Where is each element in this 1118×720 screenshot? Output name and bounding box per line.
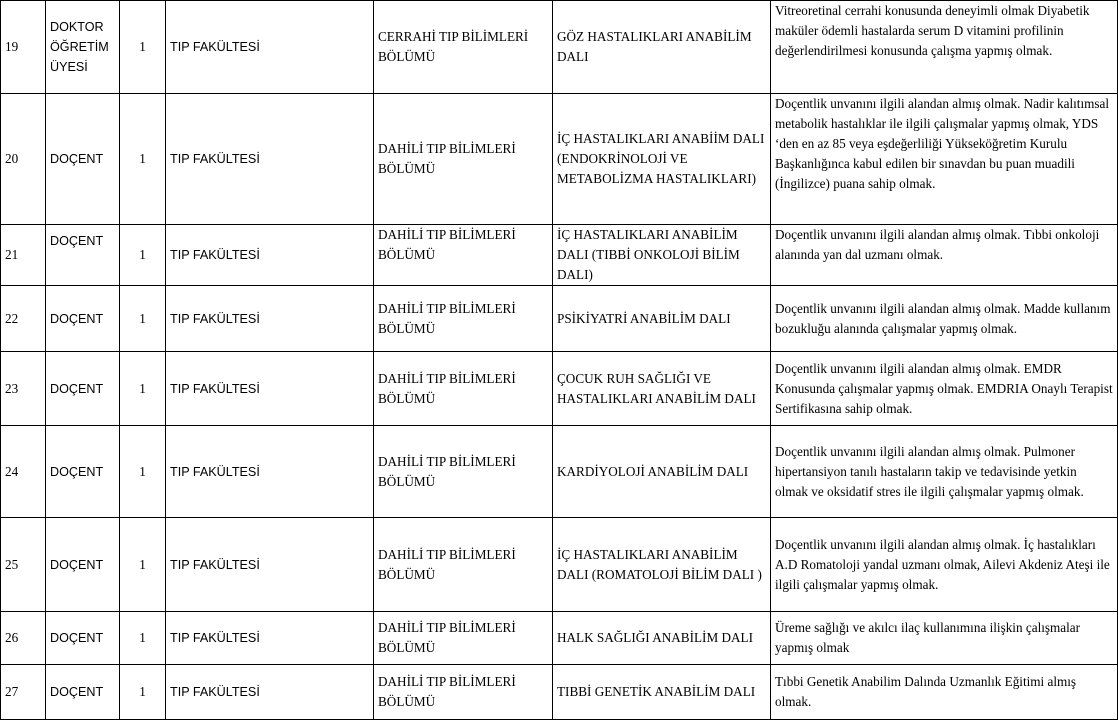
title-cell: DOÇENT: [46, 665, 120, 720]
division-cell: KARDİYOLOJİ ANABİLİM DALI: [553, 426, 771, 518]
department-cell: DAHİLİ TIP BİLİMLERİ BÖLÜMÜ: [374, 426, 553, 518]
faculty-cell: TIP FAKÜLTESİ: [166, 665, 374, 720]
title-cell: DOÇENT: [46, 612, 120, 665]
count-cell: 1: [120, 225, 166, 286]
count-cell: 1: [120, 612, 166, 665]
requirements-cell: Tıbbi Genetik Anabilim Dalında Uzmanlık Eğitimi almış olmak.: [771, 665, 1118, 720]
title-cell: DOÇENT: [46, 94, 120, 225]
division-cell: HALK SAĞLIĞI ANABİLİM DALI: [553, 612, 771, 665]
table-row: [1, 518, 1118, 612]
requirements-cell: Doçentlik unvanını ilgili alandan almış olmak. Nadir kalıtımsal metabolik hastalıklar ile ilgili çalışmalar yapmış olmak, YDS ‘den en az 85 veya eşdeğerliliği Yükseköğretim Kurulu Başkanlığınca kabul edilen bir sınavdan bu puan muadili (İngilizce) puana sahip olmak.: [771, 94, 1118, 225]
table-row: [1, 286, 1118, 352]
table-row: [1, 352, 1118, 426]
count-cell: 1: [120, 665, 166, 720]
table-row: [1, 612, 1118, 665]
requirements-cell: Doçentlik unvanını ilgili alandan almış olmak. Madde kullanım bozukluğu alanında çalışmalar yapmış olmak.: [771, 286, 1118, 352]
requirements-cell: Doçentlik unvanını ilgili alandan almış olmak. İç hastalıkları A.D Romatoloji yandal uzmanı olmak, Ailevi Akdeniz Ateşi ile ilgili çalışmalar yapmış olmak.: [771, 518, 1118, 612]
row-number: 22: [1, 286, 46, 352]
faculty-cell: TIP FAKÜLTESİ: [166, 518, 374, 612]
table-row: [1, 665, 1118, 720]
faculty-cell: TIP FAKÜLTESİ: [166, 286, 374, 352]
count-cell: 1: [120, 1, 166, 94]
row-number: 27: [1, 665, 46, 720]
division-cell: PSİKİYATRİ ANABİLİM DALI: [553, 286, 771, 352]
requirements-cell: Doçentlik unvanını ilgili alandan almış olmak. Tıbbi onkoloji alanında yan dal uzmanı olmak.: [771, 225, 1118, 286]
faculty-cell: TIP FAKÜLTESİ: [166, 426, 374, 518]
title-cell: DOÇENT: [46, 518, 120, 612]
division-cell: GÖZ HASTALIKLARI ANABİLİM DALI: [553, 1, 771, 94]
requirements-cell: Üreme sağlığı ve akılcı ilaç kullanımına ilişkin çalışmalar yapmış olmak: [771, 612, 1118, 665]
row-number: 26: [1, 612, 46, 665]
title-cell: DOÇENT: [46, 352, 120, 426]
count-cell: 1: [120, 286, 166, 352]
row-number: 23: [1, 352, 46, 426]
division-cell: İÇ HASTALIKLARI ANABİİM DALI (ENDOKRİNOLOJİ VE METABOLİZMA HASTALIKLARI): [553, 94, 771, 225]
row-number: 19: [1, 1, 46, 94]
department-cell: DAHİLİ TIP BİLİMLERİ BÖLÜMÜ: [374, 225, 553, 286]
count-cell: 1: [120, 94, 166, 225]
row-number: 25: [1, 518, 46, 612]
faculty-cell: TIP FAKÜLTESİ: [166, 1, 374, 94]
faculty-cell: TIP FAKÜLTESİ: [166, 612, 374, 665]
division-cell: ÇOCUK RUH SAĞLIĞI VE HASTALIKLARI ANABİLİM DALI: [553, 352, 771, 426]
row-number: 20: [1, 94, 46, 225]
title-cell: DOÇENT: [46, 426, 120, 518]
division-cell: İÇ HASTALIKLARI ANABİLİM DALI (TIBBİ ONKOLOJİ BİLİM DALI): [553, 225, 771, 286]
table-row: [1, 426, 1118, 518]
department-cell: DAHİLİ TIP BİLİMLERİ BÖLÜMÜ: [374, 665, 553, 720]
table-row: [1, 225, 1118, 286]
department-cell: CERRAHİ TIP BİLİMLERİ BÖLÜMÜ: [374, 1, 553, 94]
title-cell: DOÇENT: [46, 286, 120, 352]
faculty-cell: TIP FAKÜLTESİ: [166, 352, 374, 426]
department-cell: DAHİLİ TIP BİLİMLERİ BÖLÜMÜ: [374, 94, 553, 225]
title-cell: DOKTOR ÖĞRETİM ÜYESİ: [46, 1, 120, 94]
division-cell: İÇ HASTALIKLARI ANABİLİM DALI (ROMATOLOJİ BİLİM DALI ): [553, 518, 771, 612]
count-cell: 1: [120, 426, 166, 518]
row-number: 24: [1, 426, 46, 518]
title-cell: DOÇENT: [46, 225, 120, 286]
requirements-cell: Doçentlik unvanını ilgili alandan almış olmak. Pulmoner hipertansiyon tanılı hastaların takip ve tedavisinde yetkin olmak ve oksidatif stres ile ilgili çalışmalar yapmış olmak.: [771, 426, 1118, 518]
table-row: [1, 1, 1118, 94]
department-cell: DAHİLİ TIP BİLİMLERİ BÖLÜMÜ: [374, 352, 553, 426]
requirements-cell: Vitreoretinal cerrahi konusunda deneyimli olmak Diyabetik maküler ödemli hastalarda serum D vitamini profilinin değerlendirilmesi konusunda çalışma yapmış olmak.: [771, 1, 1118, 94]
department-cell: DAHİLİ TIP BİLİMLERİ BÖLÜMÜ: [374, 612, 553, 665]
table-row: [1, 94, 1118, 225]
requirements-cell: Doçentlik unvanını ilgili alandan almış olmak. EMDR Konusunda çalışmalar yapmış olmak. EMDRIA Onaylı Terapist Sertifikasına sahip olmak.: [771, 352, 1118, 426]
faculty-cell: TIP FAKÜLTESİ: [166, 94, 374, 225]
faculty-cell: TIP FAKÜLTESİ: [166, 225, 374, 286]
department-cell: DAHİLİ TIP BİLİMLERİ BÖLÜMÜ: [374, 518, 553, 612]
count-cell: 1: [120, 352, 166, 426]
division-cell: TIBBİ GENETİK ANABİLİM DALI: [553, 665, 771, 720]
count-cell: 1: [120, 518, 166, 612]
row-number: 21: [1, 225, 46, 286]
department-cell: DAHİLİ TIP BİLİMLERİ BÖLÜMÜ: [374, 286, 553, 352]
